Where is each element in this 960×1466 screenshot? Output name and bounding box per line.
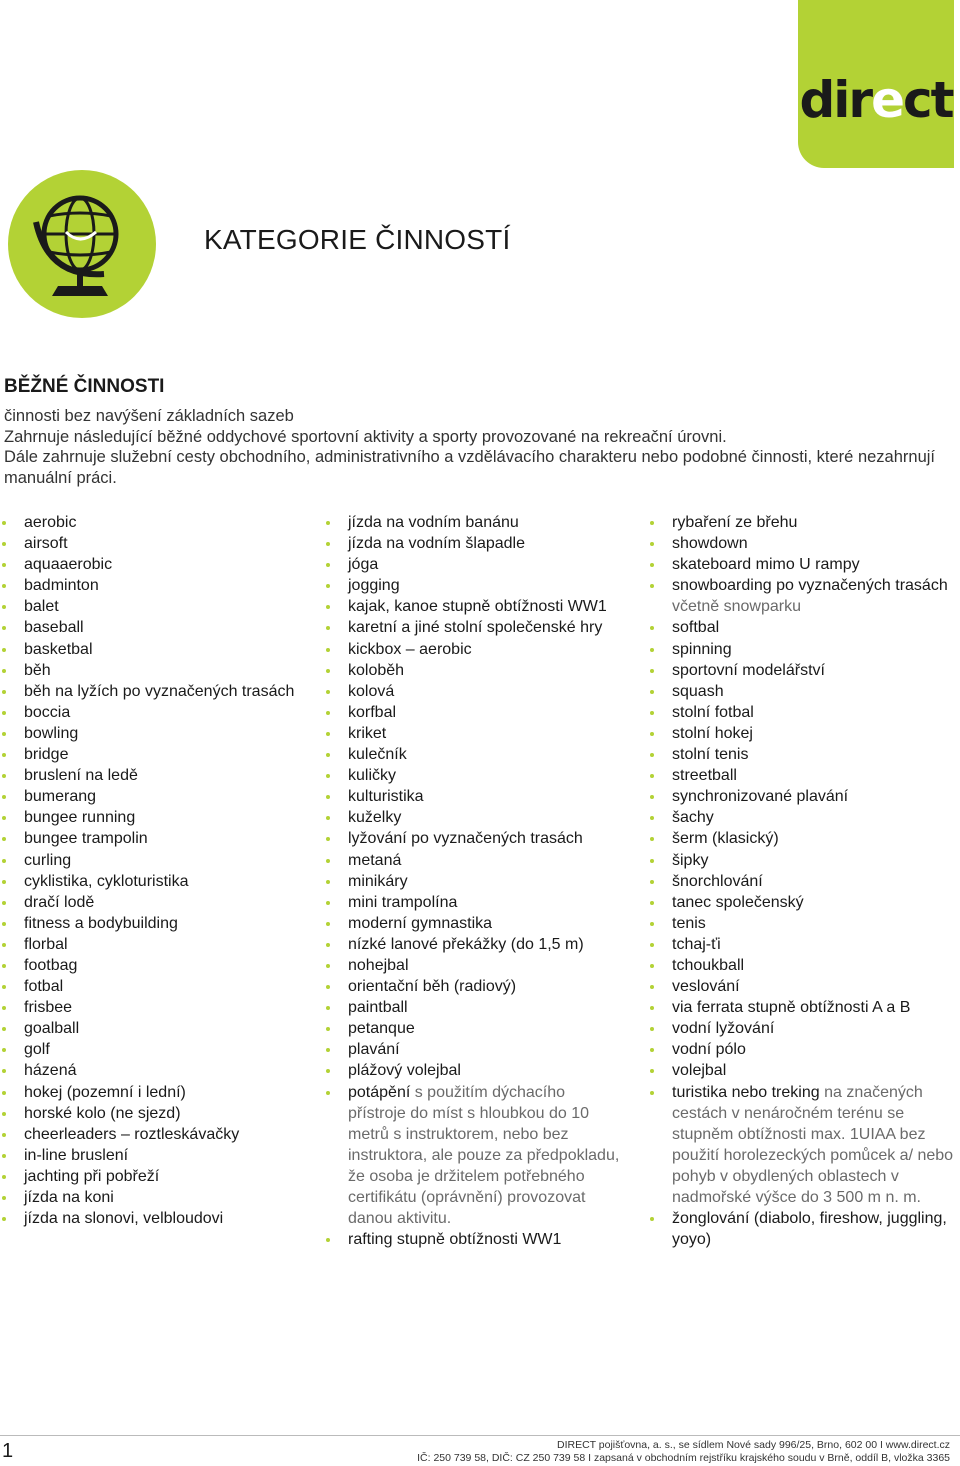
list-item	[2, 702, 302, 723]
footer-divider	[0, 1435, 960, 1436]
list-item	[2, 512, 302, 533]
list-item	[650, 617, 958, 638]
activities-column-1	[2, 512, 302, 1229]
list-item	[650, 913, 958, 934]
activity-label: fitness a bodybuilding	[24, 914, 178, 932]
activity-label: jogging	[348, 577, 400, 595]
list-item	[326, 639, 626, 660]
activity-label: tchaj-ťi	[672, 935, 721, 953]
activity-label: bowling	[24, 724, 79, 742]
list-item	[2, 828, 302, 849]
activity-label: stolní hokej	[672, 724, 753, 742]
list-item	[326, 554, 626, 575]
list-item	[2, 1060, 302, 1081]
list-item	[2, 660, 302, 681]
list-item	[650, 976, 958, 997]
activity-label: via ferrata stupně obtížnosti A a B	[672, 999, 911, 1017]
activity-note: včetně snowparku	[672, 598, 801, 616]
list-item	[326, 807, 626, 828]
list-item	[2, 681, 302, 702]
list-item	[650, 1060, 958, 1081]
list-item	[2, 1166, 302, 1187]
list-item	[2, 765, 302, 786]
activities-column-2	[326, 512, 626, 1250]
list-item	[650, 828, 958, 849]
list-item	[326, 1229, 626, 1250]
activity-label: golf	[24, 1041, 50, 1059]
activity-label: frisbee	[24, 999, 73, 1017]
globe-icon	[8, 170, 156, 318]
activity-label: šnorchlování	[672, 872, 763, 890]
list-item	[650, 807, 958, 828]
list-item	[326, 997, 626, 1018]
list-item	[2, 639, 302, 660]
activity-label: kriket	[348, 724, 387, 742]
activity-note: s použitím dýchacího přístroje do míst s hloubkou do 10 metrů s instruktorem, nebo bez instruktora, ale pouze za předpokladu, že osoba je držitelem potřebného certifikátu (oprávnění) provozovat danou aktivitu.	[348, 1083, 620, 1228]
activity-label: skateboard mimo U rampy	[672, 556, 860, 574]
footer-line-1: DIRECT pojišťovna, a. s., se sídlem Nové sady 996/25, Brno, 602 00 I www.direct.cz	[556, 1439, 950, 1451]
activity-label: kolová	[348, 682, 395, 700]
list-item	[650, 1018, 958, 1039]
list-item	[650, 723, 958, 744]
list-item	[2, 786, 302, 807]
activity-label: vodní lyžování	[672, 1020, 775, 1038]
activity-label: karetní a jiné stolní společenské hry	[348, 619, 603, 637]
activity-label: jízda na vodním šlapadle	[348, 535, 525, 553]
list-item	[326, 786, 626, 807]
activity-label: bumerang	[24, 788, 97, 806]
activity-label: potápění	[348, 1083, 411, 1101]
activity-label: dračí lodě	[24, 893, 95, 911]
list-item	[326, 660, 626, 681]
activity-label: badminton	[24, 577, 99, 595]
list-item	[2, 871, 302, 892]
activity-label: kajak, kanoe stupně obtížnosti WW1	[348, 598, 607, 616]
activity-label: cyklistika, cykloturistika	[24, 872, 189, 890]
list-item	[2, 617, 302, 638]
activity-label: fotbal	[24, 978, 64, 996]
activity-label: tchoukball	[672, 956, 745, 974]
list-item	[2, 850, 302, 871]
page-title: KATEGORIE ČINNOSTÍ	[204, 224, 511, 255]
activity-label: házená	[24, 1062, 77, 1080]
activity-label: veslování	[672, 978, 740, 996]
list-item	[2, 955, 302, 976]
activity-label: snowboarding po vyznačených trasách	[672, 577, 948, 595]
section-intro	[4, 406, 944, 488]
list-item	[326, 765, 626, 786]
list-item	[326, 575, 626, 596]
list-item	[650, 533, 958, 554]
list-item	[650, 702, 958, 723]
list-item	[650, 786, 958, 807]
list-item	[650, 955, 958, 976]
list-item	[326, 1039, 626, 1060]
activity-label: hokej (pozemní i lední)	[24, 1083, 186, 1101]
activities-column-3	[650, 512, 958, 1250]
list-item	[326, 976, 626, 997]
list-item	[2, 533, 302, 554]
list-item	[326, 596, 626, 617]
activity-note: na značených cestách v nenáročném terénu se stupněm obtížnosti max. 1UIAA bez použití horolezeckých pomůcek a/ nebo pohyb v obydlených oblastech v nadmořské výšce do 3 500 m n. m.	[672, 1083, 954, 1206]
list-item	[2, 913, 302, 934]
intro-line: činnosti bez navýšení základních sazeb	[4, 407, 294, 425]
list-item	[326, 702, 626, 723]
list-item	[326, 934, 626, 955]
list-item	[326, 533, 626, 554]
activity-label: volejbal	[672, 1062, 727, 1080]
list-item	[326, 681, 626, 702]
activity-label: goalball	[24, 1020, 80, 1038]
list-item	[650, 850, 958, 871]
activity-label: footbag	[24, 956, 78, 974]
activity-label: stolní fotbal	[672, 703, 754, 721]
list-item	[650, 997, 958, 1018]
list-item	[2, 554, 302, 575]
list-item	[2, 1124, 302, 1145]
list-item	[650, 660, 958, 681]
activity-label: nohejbal	[348, 956, 409, 974]
list-item	[650, 765, 958, 786]
activity-label: streetball	[672, 767, 737, 785]
activity-label: jóga	[348, 556, 379, 574]
activity-label: žonglování (diabolo, fireshow, juggling, yoyo)	[672, 1210, 947, 1249]
activity-label: bungee trampolin	[24, 830, 148, 848]
logo-wordmark: direct	[799, 71, 953, 129]
activity-label: baseball	[24, 619, 84, 637]
activity-label: bruslení na ledě	[24, 767, 138, 785]
activity-label: korfbal	[348, 703, 397, 721]
activity-label: bridge	[24, 746, 69, 764]
activity-label: metaná	[348, 851, 402, 869]
activity-label: nízké lanové překážky (do 1,5 m)	[348, 935, 584, 953]
list-item	[2, 1208, 302, 1229]
activity-label: petanque	[348, 1020, 415, 1038]
activity-label: tenis	[672, 914, 706, 932]
list-item	[326, 1018, 626, 1039]
activity-label: basketbal	[24, 640, 93, 658]
activity-label: showdown	[672, 535, 748, 553]
activity-label: rybaření ze břehu	[672, 514, 798, 531]
list-item	[326, 1082, 626, 1230]
activity-label: běh	[24, 661, 51, 679]
activity-label: synchronizované plavání	[672, 788, 849, 806]
intro-line: Zahrnuje následující běžné oddychové sportovní aktivity a sporty provozované na rekreační úrovni.	[4, 427, 727, 446]
activity-label: softbal	[672, 619, 720, 637]
list-item	[326, 828, 626, 849]
list-item	[2, 744, 302, 765]
activity-label: běh na lyžích po vyznačených trasách	[24, 682, 295, 700]
activity-label: kickbox – aerobic	[348, 640, 472, 658]
activity-label: kulečník	[348, 746, 407, 764]
activity-label: orientační běh (radiový)	[348, 978, 517, 996]
list-item	[650, 575, 958, 617]
list-item	[650, 934, 958, 955]
list-item	[650, 554, 958, 575]
list-item	[326, 871, 626, 892]
activity-label: aerobic	[24, 514, 77, 531]
activity-label: squash	[672, 682, 724, 700]
activity-label: airsoft	[24, 535, 68, 553]
activity-label: plážový volejbal	[348, 1062, 461, 1080]
activity-label: jízda na koni	[24, 1189, 114, 1206]
list-item	[650, 744, 958, 765]
list-item	[2, 976, 302, 997]
activity-label: moderní gymnastika	[348, 914, 493, 932]
list-item	[2, 575, 302, 596]
activity-label: rafting stupně obtížnosti WW1	[348, 1231, 562, 1249]
activity-label: jachting při pobřeží	[24, 1167, 160, 1185]
list-item	[650, 512, 958, 533]
activity-label: lyžování po vyznačených trasách	[348, 830, 583, 848]
activity-label: horské kolo (ne sjezd)	[24, 1104, 181, 1122]
activity-label: mini trampolína	[348, 893, 458, 911]
list-item	[2, 723, 302, 744]
list-item	[2, 934, 302, 955]
activity-label: kulturistika	[348, 788, 424, 806]
activity-label: spinning	[672, 640, 732, 658]
list-item	[650, 681, 958, 702]
list-item	[650, 1208, 958, 1250]
page-number: 1	[2, 1440, 14, 1462]
list-item	[2, 1187, 302, 1208]
activity-label: plavání	[348, 1041, 400, 1059]
list-item	[650, 892, 958, 913]
list-item	[2, 892, 302, 913]
list-item	[650, 639, 958, 660]
activity-label: šipky	[672, 851, 709, 869]
list-item	[2, 997, 302, 1018]
list-item	[326, 850, 626, 871]
activity-label: boccia	[24, 703, 71, 721]
list-item	[326, 512, 626, 533]
list-item	[2, 596, 302, 617]
activity-label: cheerleaders – roztleskávačky	[24, 1125, 240, 1143]
activity-label: curling	[24, 851, 72, 869]
list-item	[326, 744, 626, 765]
activity-label: koloběh	[348, 661, 405, 679]
list-item	[2, 1039, 302, 1060]
activity-label: kuželky	[348, 809, 402, 827]
activity-label: in-line bruslení	[24, 1146, 129, 1164]
list-item	[326, 1060, 626, 1081]
list-item	[2, 1103, 302, 1124]
brand-logo[interactable]	[798, 0, 954, 168]
activity-label: aquaaerobic	[24, 556, 113, 574]
list-item	[650, 871, 958, 892]
activity-label: jízda na vodním banánu	[348, 514, 519, 531]
activity-label: turistika nebo treking	[672, 1083, 820, 1101]
list-item	[2, 807, 302, 828]
activity-label: paintball	[348, 999, 408, 1017]
list-item	[650, 1039, 958, 1060]
activity-label: šachy	[672, 809, 714, 827]
list-item	[326, 617, 626, 638]
activity-label: kuličky	[348, 767, 397, 785]
footer-company-info	[417, 1439, 950, 1465]
section-title: BĚŽNÉ ČINNOSTI	[4, 376, 165, 397]
activity-label: sportovní modelářství	[672, 661, 825, 679]
list-item	[650, 1082, 958, 1209]
list-item	[326, 913, 626, 934]
intro-line: Dále zahrnuje služební cesty obchodního, administrativního a vzdělávacího charakteru nebo podobné činnosti, které nezahrnují manuální práci.	[4, 448, 935, 487]
list-item	[326, 955, 626, 976]
activity-label: balet	[24, 598, 59, 616]
list-item	[2, 1082, 302, 1103]
activity-label: jízda na slonovi, velbloudovi	[24, 1210, 224, 1228]
list-item	[326, 723, 626, 744]
activity-label: minikáry	[348, 872, 408, 890]
activity-label: stolní tenis	[672, 746, 749, 764]
list-item	[2, 1018, 302, 1039]
activity-label: tanec společenský	[672, 893, 804, 911]
footer-line-2: IČ: 250 739 58, DIČ: CZ 250 739 58 I zapsaná v obchodním rejstříku krajského soudu v Brně, oddíl B, vložka 3365	[417, 1452, 950, 1464]
activity-label: šerm (klasický)	[672, 830, 779, 848]
list-item	[326, 892, 626, 913]
activity-label: bungee running	[24, 809, 136, 827]
activity-label: florbal	[24, 935, 68, 953]
list-item	[2, 1145, 302, 1166]
activity-label: vodní pólo	[672, 1041, 746, 1059]
